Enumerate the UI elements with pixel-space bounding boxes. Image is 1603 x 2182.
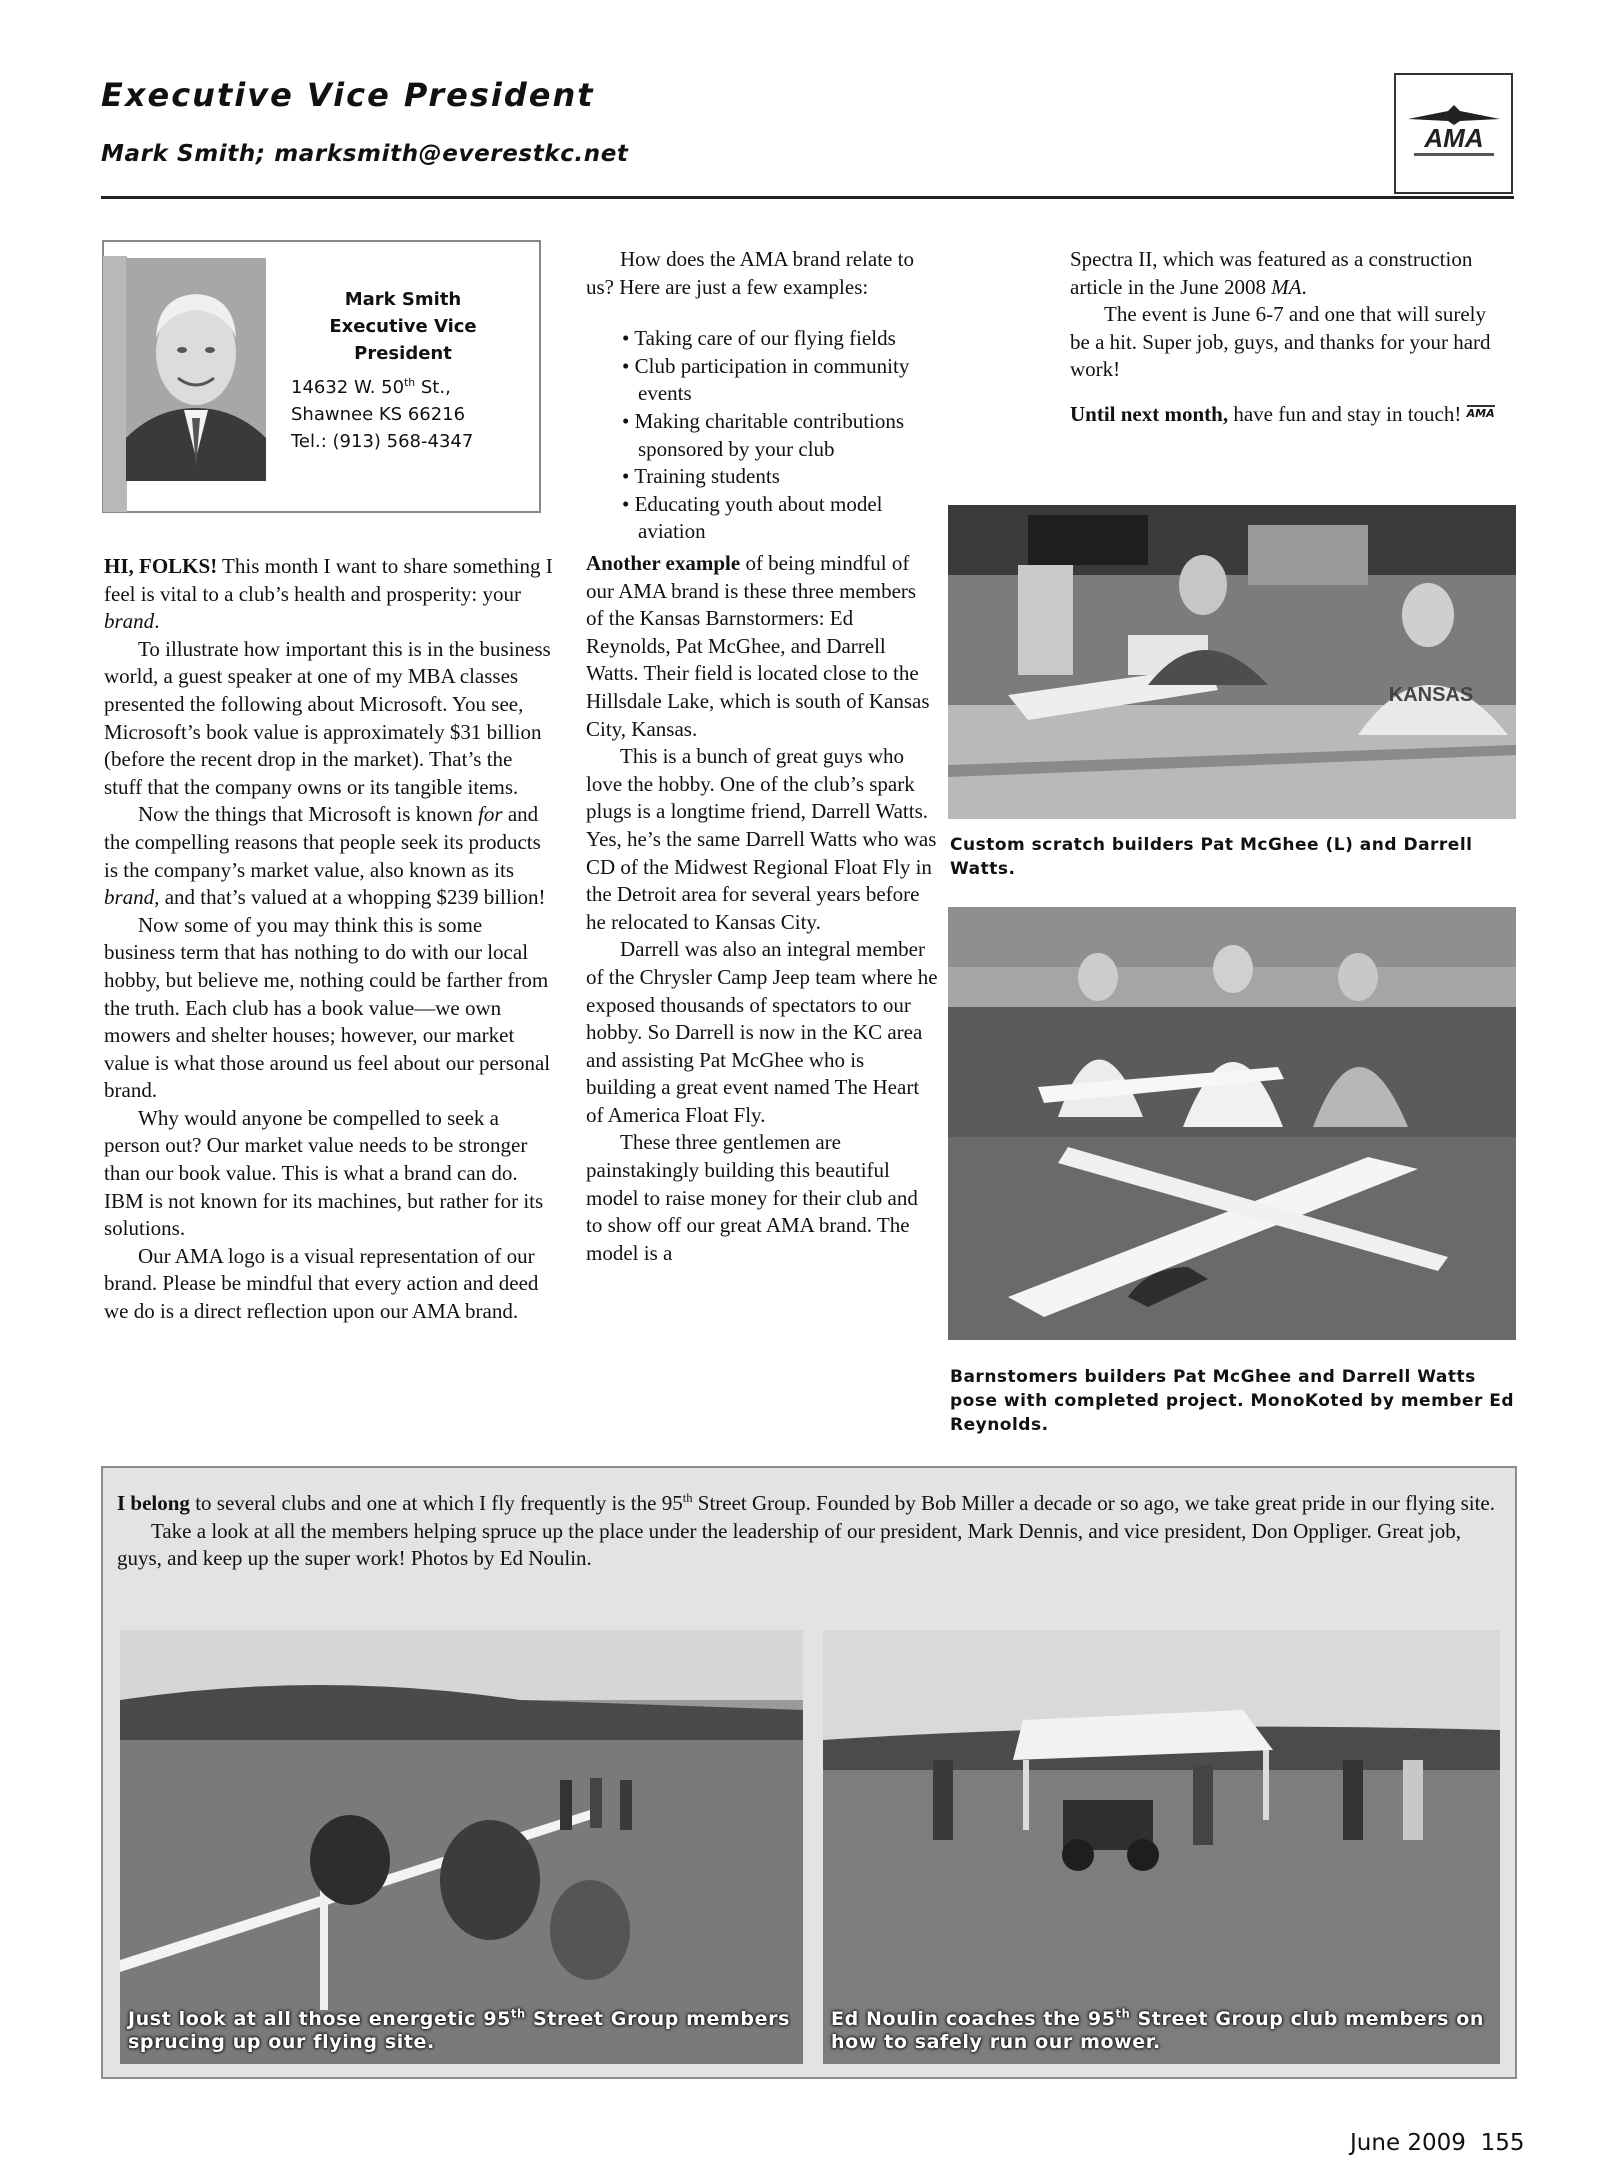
paragraph: I belong to several clubs and one at which I fly frequently is the 95th Street Group. Founded by Bob Miller a decade or so ago, we take great pride in our flying site.	[117, 1491, 1495, 1515]
list-item: • Club participation in community events	[622, 353, 910, 406]
profile-title-line: President	[354, 343, 452, 364]
paragraph: Take a look at all the members helping spruce up the place under the leadership of our president, Mark Dennis, and vice president, Don Oppliger. Great job, guys, and keep up the super work! Photos by Ed Noulin.	[117, 1518, 1462, 1571]
caption-members-photo: Just look at all those energetic 95th Street Group members sprucing up our flying site.	[128, 2006, 790, 2053]
address-street: 14632 W. 50th St.,	[291, 376, 451, 398]
shirt-lettering: KANSAS	[1388, 684, 1474, 706]
paragraph: The event is June 6-7 and one that will surely be a hit. Super job, guys, and thanks for your hard work!	[1070, 302, 1491, 382]
paragraph: Now the things that Microsoft is known for and the compelling reasons that people seek its products is the company’s market value, also known as its brand, and that’s valued at a whopping $239 billion!	[104, 802, 546, 910]
paragraph: Spectra II, which was featured as a construction article in the June 2008 MA.	[1070, 247, 1473, 299]
list-item: • Training students	[622, 464, 780, 489]
photo-mower-coaching	[823, 1630, 1500, 2064]
address-city: Shawnee KS 66216	[291, 404, 466, 425]
paragraph: How does the AMA brand relate to us? Here are just a few examples:	[586, 247, 914, 299]
paragraph: To illustrate how important this is in the business world, a guest speaker at one of my MBA classes presented the following about Microsoft. You see, Microsoft’s book value is approximately $31 billion (before the recent drop in the market). That’s the stuff that the company owns or its tangible items.	[104, 636, 551, 799]
profile-address	[291, 374, 473, 455]
header-rule	[101, 196, 1514, 199]
ama-wings-icon	[1404, 105, 1504, 165]
profile-name	[290, 286, 516, 367]
examples-list	[622, 325, 938, 546]
end-mark-icon: AMA	[1466, 406, 1495, 420]
paragraph: Another example of being mindful of our AMA brand is these three members of the Kansas Barnstormers: Ed Reynolds, Pat McGhee, and Darrell Watts. Their field is located close to the Hillsdale Lake, which is south of Kansas City, Kansas.	[586, 551, 930, 741]
paragraph: Why would anyone be compelled to seek a person out? Our market value needs to be stronger than our book value. This is what a brand can do. IBM is not known for its machines, but rather for its solutions.	[104, 1105, 544, 1241]
article-column-3	[1070, 246, 1510, 429]
profile-title-line: Executive Vice	[329, 316, 477, 337]
profile-name-line: Mark Smith	[344, 289, 462, 310]
address-phone: Tel.: (913) 568-4347	[291, 431, 474, 452]
caption-workshop-photo: Custom scratch builders Pat McGhee (L) and Darrell Watts.	[950, 835, 1473, 879]
ama-logo	[1394, 73, 1513, 194]
list-item: • Making charitable contributions sponsored by your club	[622, 408, 905, 461]
list-item: • Educating youth about model aviation	[622, 491, 883, 544]
ama-logo-text: AMA	[1424, 123, 1484, 153]
article-column-1	[104, 553, 554, 1326]
profile-portrait	[126, 258, 266, 481]
list-item: • Taking care of our flying fields	[622, 326, 896, 351]
photo-members-fence	[120, 1630, 803, 2064]
paragraph: Our AMA logo is a visual representation of our brand. Please be mindful that every action and deed we do is a direct reflection upon our AMA brand.	[104, 1243, 539, 1324]
article-column-2	[586, 550, 938, 1267]
paragraph: This is a bunch of great guys who love the hobby. One of the club’s spark plugs is a longtime friend, Darrell Watts. Yes, he’s the same Darrell Watts who was CD of the Midwest Regional Float Fly in the Detroit area for several years before he relocated to Kansas City.	[586, 744, 937, 934]
article-column-2-top	[586, 246, 938, 546]
page-footer	[1350, 2130, 1524, 2156]
caption-mower-photo: Ed Noulin coaches the 95th Street Group club members on how to safely run our mower.	[831, 2006, 1485, 2053]
sidebar-text	[117, 1490, 1497, 1573]
profile-accent-strip	[103, 256, 127, 512]
paragraph: These three gentlemen are painstakingly building this beautiful model to raise money for their club and to show off our great AMA brand. The model is a	[586, 1130, 918, 1265]
paragraph: Until next month, have fun and stay in touch! AMA	[1070, 401, 1495, 426]
page-number: 155	[1480, 2130, 1525, 2156]
page-title: Executive Vice President	[101, 76, 595, 114]
paragraph: Darrell was also an integral member of the Chrysler Camp Jeep team where he exposed thousands of spectators to our hobby. So Darrell is now in the KC area and assisting Pat McGhee who is building a great event named The Heart of America Float Fly.	[586, 937, 938, 1127]
author-byline: Mark Smith; marksmith@everestkc.net	[101, 141, 629, 167]
photo-completed-model	[948, 907, 1516, 1340]
caption-model-photo: Barnstomers builders Pat McGhee and Darrell Watts pose with completed project. MonoKoted by member Ed Reynolds.	[950, 1367, 1515, 1435]
photo-workshop-builders	[948, 505, 1516, 819]
paragraph: Now some of you may think this is some business term that has nothing to do with our local hobby, but believe me, nothing could be farther from the truth. Each club has a book value—we own mowers and shelter houses; however, our market value is what those around us feel about our personal brand.	[104, 912, 551, 1103]
paragraph: HI, FOLKS! This month I want to share something I feel is vital to a club’s health and prosperity: your brand.	[104, 554, 553, 634]
issue-date: June 2009	[1350, 2130, 1466, 2156]
